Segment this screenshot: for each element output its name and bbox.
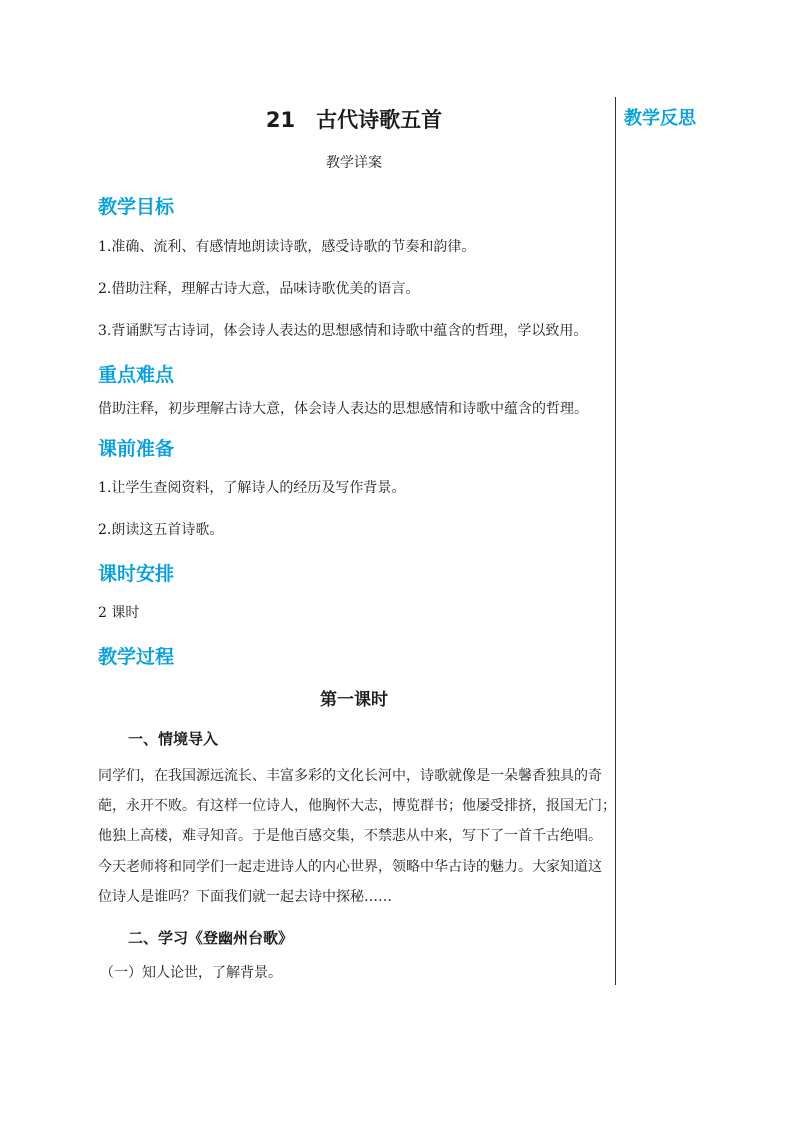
lesson-title: 第一课时 xyxy=(320,690,388,710)
process-heading: 教学过程 xyxy=(98,646,175,668)
column-divider xyxy=(615,97,616,985)
step1-paragraph-line: 位诗人是谁吗？下面我们就一起去诗中探秘…… xyxy=(98,889,392,905)
step2-subitem: （一）知人论世，了解背景。 xyxy=(100,965,282,981)
preparation-item: 1.让学生查阅资料，了解诗人的经历及写作背景。 xyxy=(98,480,406,496)
schedule-text: 2 课时 xyxy=(98,605,140,621)
document-title: 21 古代诗歌五首 xyxy=(265,108,443,132)
goal-item: 1.准确、流利、有感情地朗读诗歌，感受诗歌的节奏和韵律。 xyxy=(98,239,476,255)
step1-heading: 一、情境导入 xyxy=(128,730,219,748)
preparation-item: 2.朗读这五首诗歌。 xyxy=(98,522,224,538)
schedule-heading: 课时安排 xyxy=(98,563,175,585)
step1-paragraph-line: 今天老师将和同学们一起走进诗人的内心世界，领略中华古诗的魅力。大家知道这 xyxy=(98,859,602,875)
key-points-heading: 重点难点 xyxy=(98,364,175,386)
teaching-reflection-heading: 教学反思 xyxy=(624,108,696,129)
document-subtitle: 教学详案 xyxy=(326,155,382,171)
goal-item: 2.借助注释，理解古诗大意，品味诗歌优美的语言。 xyxy=(98,281,420,297)
key-points-text: 借助注释，初步理解古诗大意，体会诗人表达的思想感情和诗歌中蕴含的哲理。 xyxy=(98,401,588,417)
goal-item: 3.背诵默写古诗词，体会诗人表达的思想感情和诗歌中蕴含的哲理，学以致用。 xyxy=(98,323,588,339)
preparation-heading: 课前准备 xyxy=(98,438,175,460)
step1-paragraph-line: 他独上高楼，难寻知音。于是他百感交集，不禁悲从中来，写下了一首千古绝唱。 xyxy=(98,828,602,844)
step2-heading: 二、学习《登幽州台歌》 xyxy=(128,929,294,947)
goals-heading: 教学目标 xyxy=(98,196,175,218)
step1-paragraph-line: 葩，永开不败。有这样一位诗人，他胸怀大志，博览群书；他屡受排挤，报国无门； xyxy=(98,798,616,814)
step1-paragraph-line: 同学们，在我国源远流长、丰富多彩的文化长河中，诗歌就像是一朵馨香独具的奇 xyxy=(98,768,602,784)
